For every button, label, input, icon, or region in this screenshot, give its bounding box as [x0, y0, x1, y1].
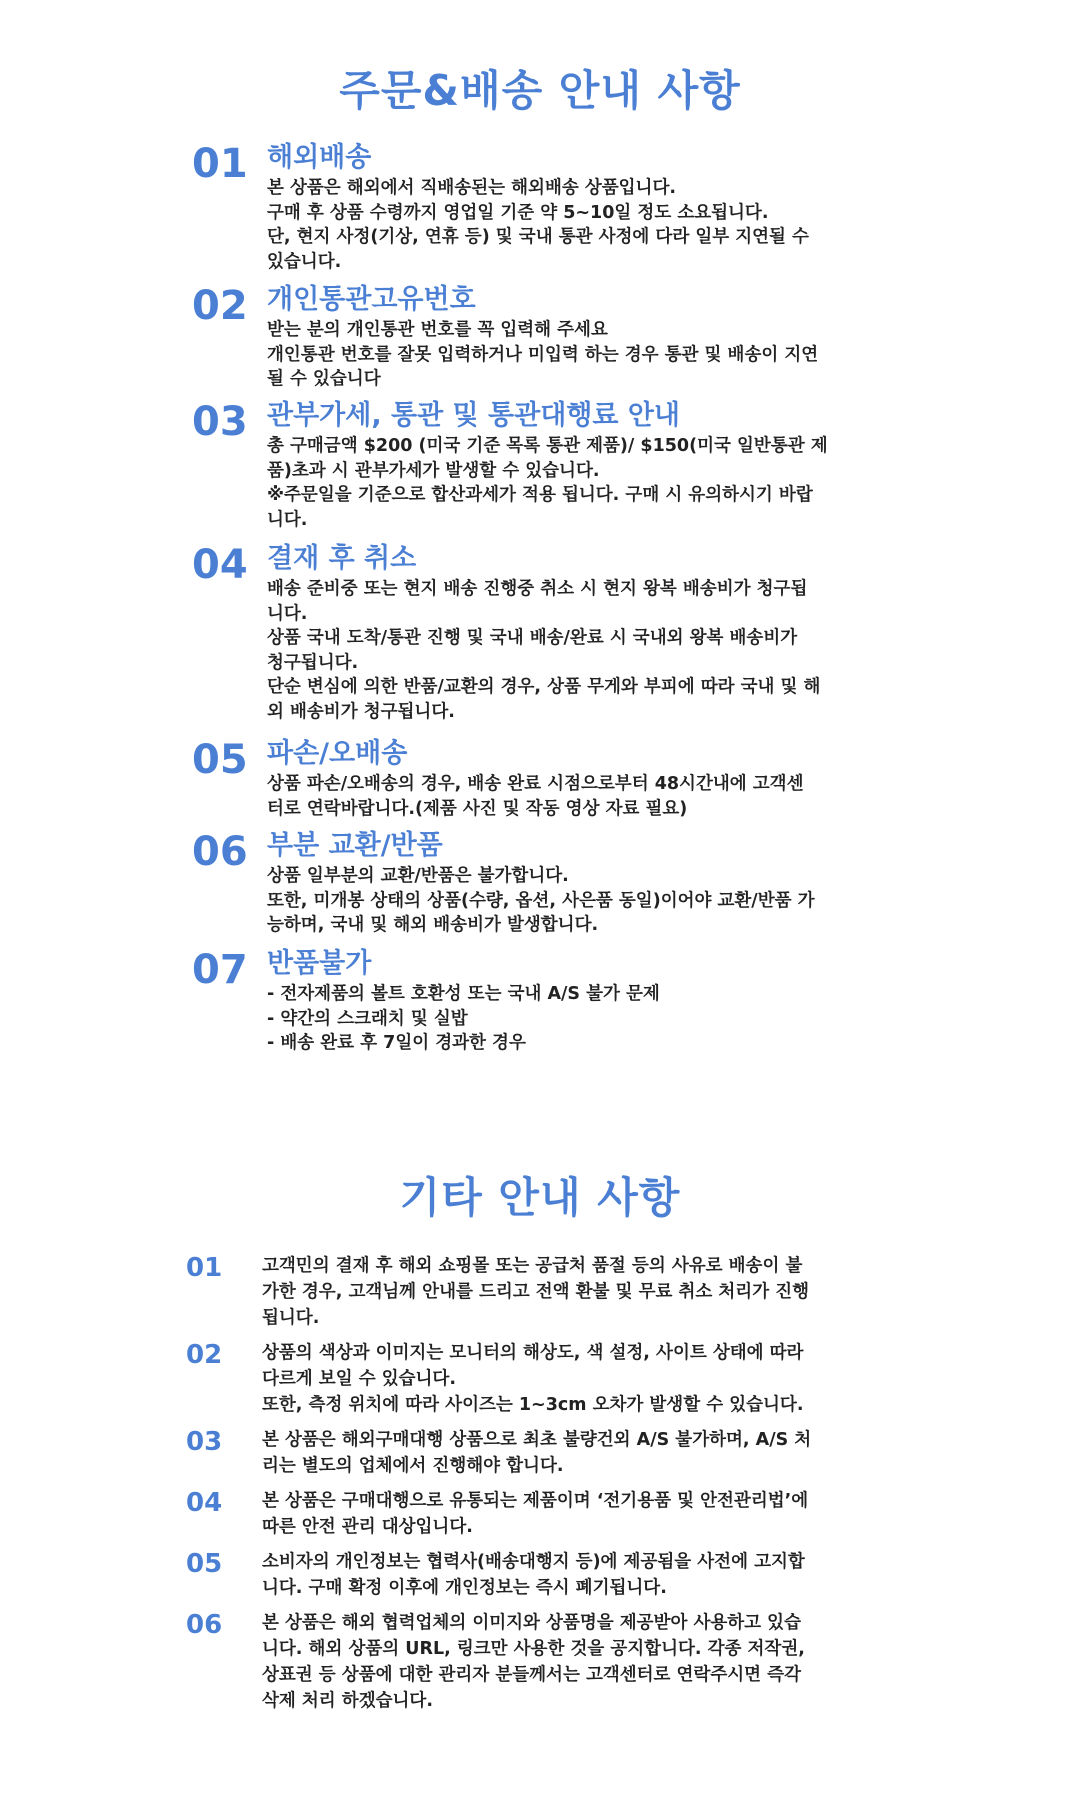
text-line: 고객민의 결재 후 해외 쇼핑몰 또는 공급처 품절 등의 사유로 배송이 불: [262, 1256, 803, 1276]
text-line: 소비자의 개인정보는 협력사(배송대행지 등)에 제공됨을 사전에 고지합: [262, 1552, 805, 1572]
text-line: 외 배송비가 청구됩니다.: [267, 701, 455, 722]
text-line: 받는 분의 개인통관 번호를 꼭 입력해 주세요: [267, 320, 608, 340]
text-line: 단순 변심에 의한 반품/교환의 경우, 상품 무게와 부피에 따라 국내 및 해: [267, 677, 821, 697]
item-heading: 결재 후 취소: [267, 543, 417, 574]
item-text: [262, 1253, 902, 1331]
etc-section-title: 기타 안내 사항: [399, 1173, 681, 1222]
text-line: 본 상품은 해외구매대행 상품으로 최초 불량건외 A/S 불가하며, A/S 처: [262, 1430, 812, 1450]
item-number: 01: [192, 141, 248, 187]
text-line: 상품 파손/오배송의 경우, 배송 완료 시점으로부터 48시간내에 고객센: [267, 774, 804, 794]
text-line: 됩니다.: [262, 1308, 320, 1328]
text-line: 니다.: [267, 603, 308, 624]
text-line: 본 상품은 구매대행으로 유통되는 제품이며 ‘전기용품 및 안전관리법’에: [262, 1491, 809, 1511]
item-text: [262, 1549, 902, 1601]
text-line: 상품의 색상과 이미지는 모니터의 해상도, 색 설정, 사이트 상태에 따라: [262, 1343, 804, 1363]
item-number: 05: [186, 1549, 223, 1579]
text-line: 총 구매금액 $200 (미국 기준 목록 통관 제품)/ $150(미국 일반통관 제: [267, 436, 828, 456]
item-heading: 반품불가: [267, 948, 372, 979]
text-line: - 약간의 스크래치 및 실밥: [267, 1008, 468, 1029]
item-number: 07: [192, 947, 248, 993]
text-line: 또한, 측정 위치에 따라 사이즈는 1~3cm 오차가 발생할 수 있습니다.: [262, 1395, 804, 1415]
text-line: 또한, 미개봉 상태의 상품(수량, 옵션, 사은품 동일)이어야 교환/반품 가: [267, 890, 815, 911]
item-number: 03: [186, 1427, 223, 1457]
item-text: [267, 318, 907, 392]
text-line: 될 수 있습니다: [267, 369, 381, 389]
text-line: 상표권 등 상품에 대한 관리자 분들께서는 고객센터로 연락주시면 즉각: [262, 1665, 801, 1685]
order-section-title: 주문&배송 안내 사항: [339, 66, 741, 115]
text-line: 청구됩니다.: [267, 652, 359, 673]
text-line: ※주문일을 기준으로 합산과세가 적용 됩니다. 구매 시 유의하시기 바랍: [267, 485, 813, 505]
item-text: [267, 864, 907, 938]
item-text: [267, 434, 907, 532]
item-text: [262, 1427, 902, 1479]
text-line: - 전자제품의 볼트 호환성 또는 국내 A/S 불가 문제: [267, 984, 660, 1004]
text-line: 개인통관 번호를 잘못 입력하거나 미입력 하는 경우 통관 및 배송이 지연: [267, 344, 819, 365]
text-line: 니다. 구매 확정 이후에 개인정보는 즉시 폐기됩니다.: [262, 1578, 667, 1598]
item-number: 06: [186, 1610, 223, 1640]
item-text: [262, 1488, 902, 1540]
text-line: 상품 일부분의 교환/반품은 불가합니다.: [267, 866, 569, 886]
text-line: 니다. 해외 상품의 URL, 링크만 사용한 것을 공지합니다. 각종 저작권,: [262, 1639, 805, 1659]
item-number: 05: [192, 737, 248, 783]
item-text: [267, 176, 907, 274]
item-number: 04: [186, 1488, 223, 1518]
text-line: 니다.: [267, 509, 308, 530]
text-line: 배송 준비중 또는 현지 배송 진행중 취소 시 현지 왕복 배송비가 청구됩: [267, 579, 808, 599]
text-line: 터로 연락바랍니다.(제품 사진 및 작동 영상 자료 필요): [267, 798, 688, 819]
item-text: [262, 1340, 902, 1418]
item-number: 04: [192, 542, 248, 588]
item-text: [267, 772, 907, 821]
text-line: 리는 별도의 업체에서 진행해야 합니다.: [262, 1456, 564, 1476]
item-heading: 개인통관고유번호: [267, 284, 476, 315]
text-line: 상품 국내 도착/통관 진행 및 국내 배송/완료 시 국내외 왕복 배송비가: [267, 628, 798, 648]
item-number: 02: [186, 1340, 223, 1370]
text-line: 본 상품은 해외에서 직배송된는 해외배송 상품입니다.: [267, 178, 677, 198]
text-line: 있습니다.: [267, 251, 342, 272]
item-text: [267, 577, 907, 724]
text-line: - 배송 완료 후 7일이 경과한 경우: [267, 1033, 526, 1053]
text-line: 품)초과 시 관부가세가 발생할 수 있습니다.: [267, 460, 600, 481]
text-line: 삭제 처리 하겠습니다.: [262, 1691, 433, 1711]
item-number: 03: [192, 399, 248, 445]
item-heading: 부분 교환/반품: [267, 830, 443, 861]
item-heading: 해외배송: [267, 142, 372, 173]
item-number: 01: [186, 1253, 223, 1283]
text-line: 단, 현지 사정(기상, 연휴 등) 및 국내 통관 사정에 다라 일부 지연될 수: [267, 227, 809, 247]
text-line: 본 상품은 해외 협력업체의 이미지와 상품명을 제공받아 사용하고 있습: [262, 1613, 801, 1633]
text-line: 따른 안전 관리 대상입니다.: [262, 1517, 473, 1537]
item-heading: 관부가세, 통관 및 통관대행료 안내: [267, 400, 681, 431]
item-heading: 파손/오배송: [267, 738, 408, 769]
text-line: 다르게 보일 수 있습니다.: [262, 1369, 456, 1389]
item-text: [267, 982, 907, 1056]
text-line: 가한 경우, 고객님께 안내를 드리고 전액 환불 및 무료 취소 처리가 진행: [262, 1282, 810, 1302]
text-line: 구매 후 상품 수령까지 영업일 기준 약 5~10일 정도 소요됩니다.: [267, 202, 769, 223]
text-line: 능하며, 국내 및 해외 배송비가 발생합니다.: [267, 915, 599, 935]
item-text: [262, 1610, 902, 1714]
item-number: 02: [192, 283, 248, 329]
item-number: 06: [192, 829, 248, 875]
